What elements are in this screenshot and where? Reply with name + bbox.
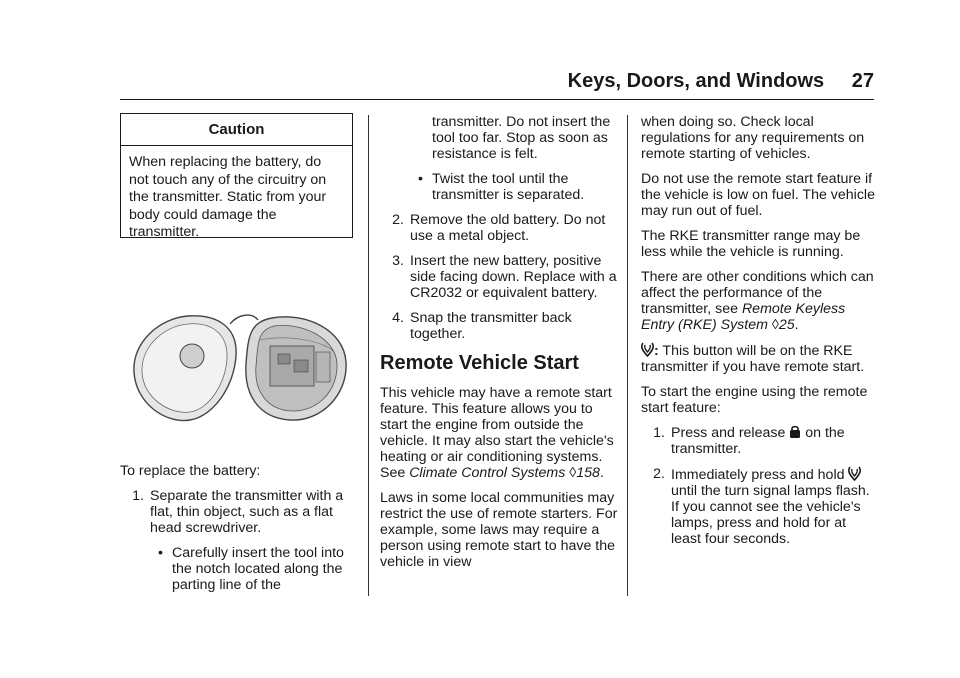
list-item bbox=[120, 488, 355, 536]
cross-reference-link[interactable]: Climate Control Systems bbox=[409, 465, 566, 481]
paragraph: Laws in some local communities may restrict the use of remote starters. For example, some laws may require a person using remote start to have the vehicle in view bbox=[380, 490, 618, 570]
bullet-mark: • bbox=[418, 171, 423, 187]
section-title: Keys, Doors, and Windows bbox=[567, 70, 825, 92]
page-ref-icon: ◊ bbox=[771, 317, 779, 333]
step-number: 2. bbox=[392, 212, 404, 228]
list-item bbox=[380, 253, 620, 301]
step-text: Separate the transmitter with a flat, thin object, such as a flat head screwdriver. bbox=[150, 488, 344, 536]
bullet-text: Twist the tool until the transmitter is separated. bbox=[432, 171, 585, 203]
cross-reference-link[interactable]: Remote Keyless Entry (RKE) System bbox=[641, 301, 846, 333]
intro-text: To replace the battery: bbox=[120, 463, 261, 479]
column-divider-1 bbox=[368, 115, 369, 596]
bullet-text: Carefully insert the tool into the notch located along the parting line of the bbox=[172, 545, 344, 593]
column-1 bbox=[120, 463, 355, 602]
caution-title: Caution bbox=[121, 114, 352, 146]
bullet-text: transmitter. Do not insert the tool too far. Stop as soon as resistance is felt. bbox=[432, 114, 611, 162]
step-number: 3. bbox=[392, 253, 404, 269]
step-text: Snap the transmitter back together. bbox=[410, 310, 572, 342]
bullet-mark: • bbox=[158, 545, 163, 561]
page-ref[interactable]: 158 bbox=[576, 465, 600, 481]
list-item: 1. Press and release on the transmitter. bbox=[641, 425, 877, 457]
page-ref[interactable]: 25 bbox=[778, 317, 795, 333]
step-number: 4. bbox=[392, 310, 404, 326]
paragraph: There are other conditions which can affect the performance of the transmitter, see Remote Keyless Entry (RKE) System ◊25. bbox=[641, 269, 874, 333]
step-text: Insert the new battery, positive side facing down. Replace with a CR2032 or equivalent battery. bbox=[410, 253, 617, 301]
section-heading: Remote Vehicle Start bbox=[380, 352, 579, 374]
caution-body: When replacing the battery, do not touch any of the circuitry on the transmitter. Static from your body could damage the transmitter. bbox=[129, 154, 327, 241]
page-ref-icon: ◊ bbox=[569, 465, 577, 481]
list-item bbox=[410, 171, 620, 203]
column-divider-2 bbox=[627, 115, 628, 596]
step-number: 1. bbox=[653, 425, 665, 441]
step-text: Remove the old battery. Do not use a metal object. bbox=[410, 212, 606, 244]
caution-box bbox=[120, 113, 353, 241]
step-number: 2. bbox=[653, 466, 665, 482]
paragraph: To start the engine using the remote start feature: bbox=[641, 384, 868, 416]
column-2 bbox=[380, 114, 620, 579]
paragraph: This vehicle may have a remote start feature. This feature allows you to start the engine from outside the vehicle. It may also start the vehicle's heating or air conditioning systems. See Climate Control Systems ◊158. bbox=[380, 385, 614, 481]
remote-start-icon bbox=[641, 342, 654, 357]
page-number: 27 bbox=[851, 70, 874, 92]
column-3 bbox=[641, 114, 877, 556]
transmitter-illustration bbox=[130, 312, 350, 424]
paragraph: Do not use the remote start feature if the vehicle is low on fuel. The vehicle may run out of fuel. bbox=[641, 171, 875, 219]
lock-icon bbox=[789, 425, 801, 439]
header-rule bbox=[120, 99, 874, 100]
paragraph: The RKE transmitter range may be less while the vehicle is running. bbox=[641, 228, 861, 260]
list-item bbox=[150, 545, 355, 593]
list-item: 2. Immediately press and hold until the turn signal lamps flash. If you cannot see the vehicle's lamps, press and hold for at least four seconds. bbox=[641, 466, 877, 547]
list-item bbox=[380, 212, 620, 244]
remote-start-icon bbox=[848, 466, 861, 481]
list-item bbox=[380, 310, 620, 342]
step-number: 1. bbox=[132, 488, 144, 504]
running-header bbox=[0, 70, 874, 93]
paragraph: : This button will be on the RKE transmitter if you have remote start. bbox=[641, 343, 865, 375]
list-item bbox=[410, 114, 620, 162]
paragraph: when doing so. Check local regulations for any requirements on remote starting of vehicles. bbox=[641, 114, 865, 162]
